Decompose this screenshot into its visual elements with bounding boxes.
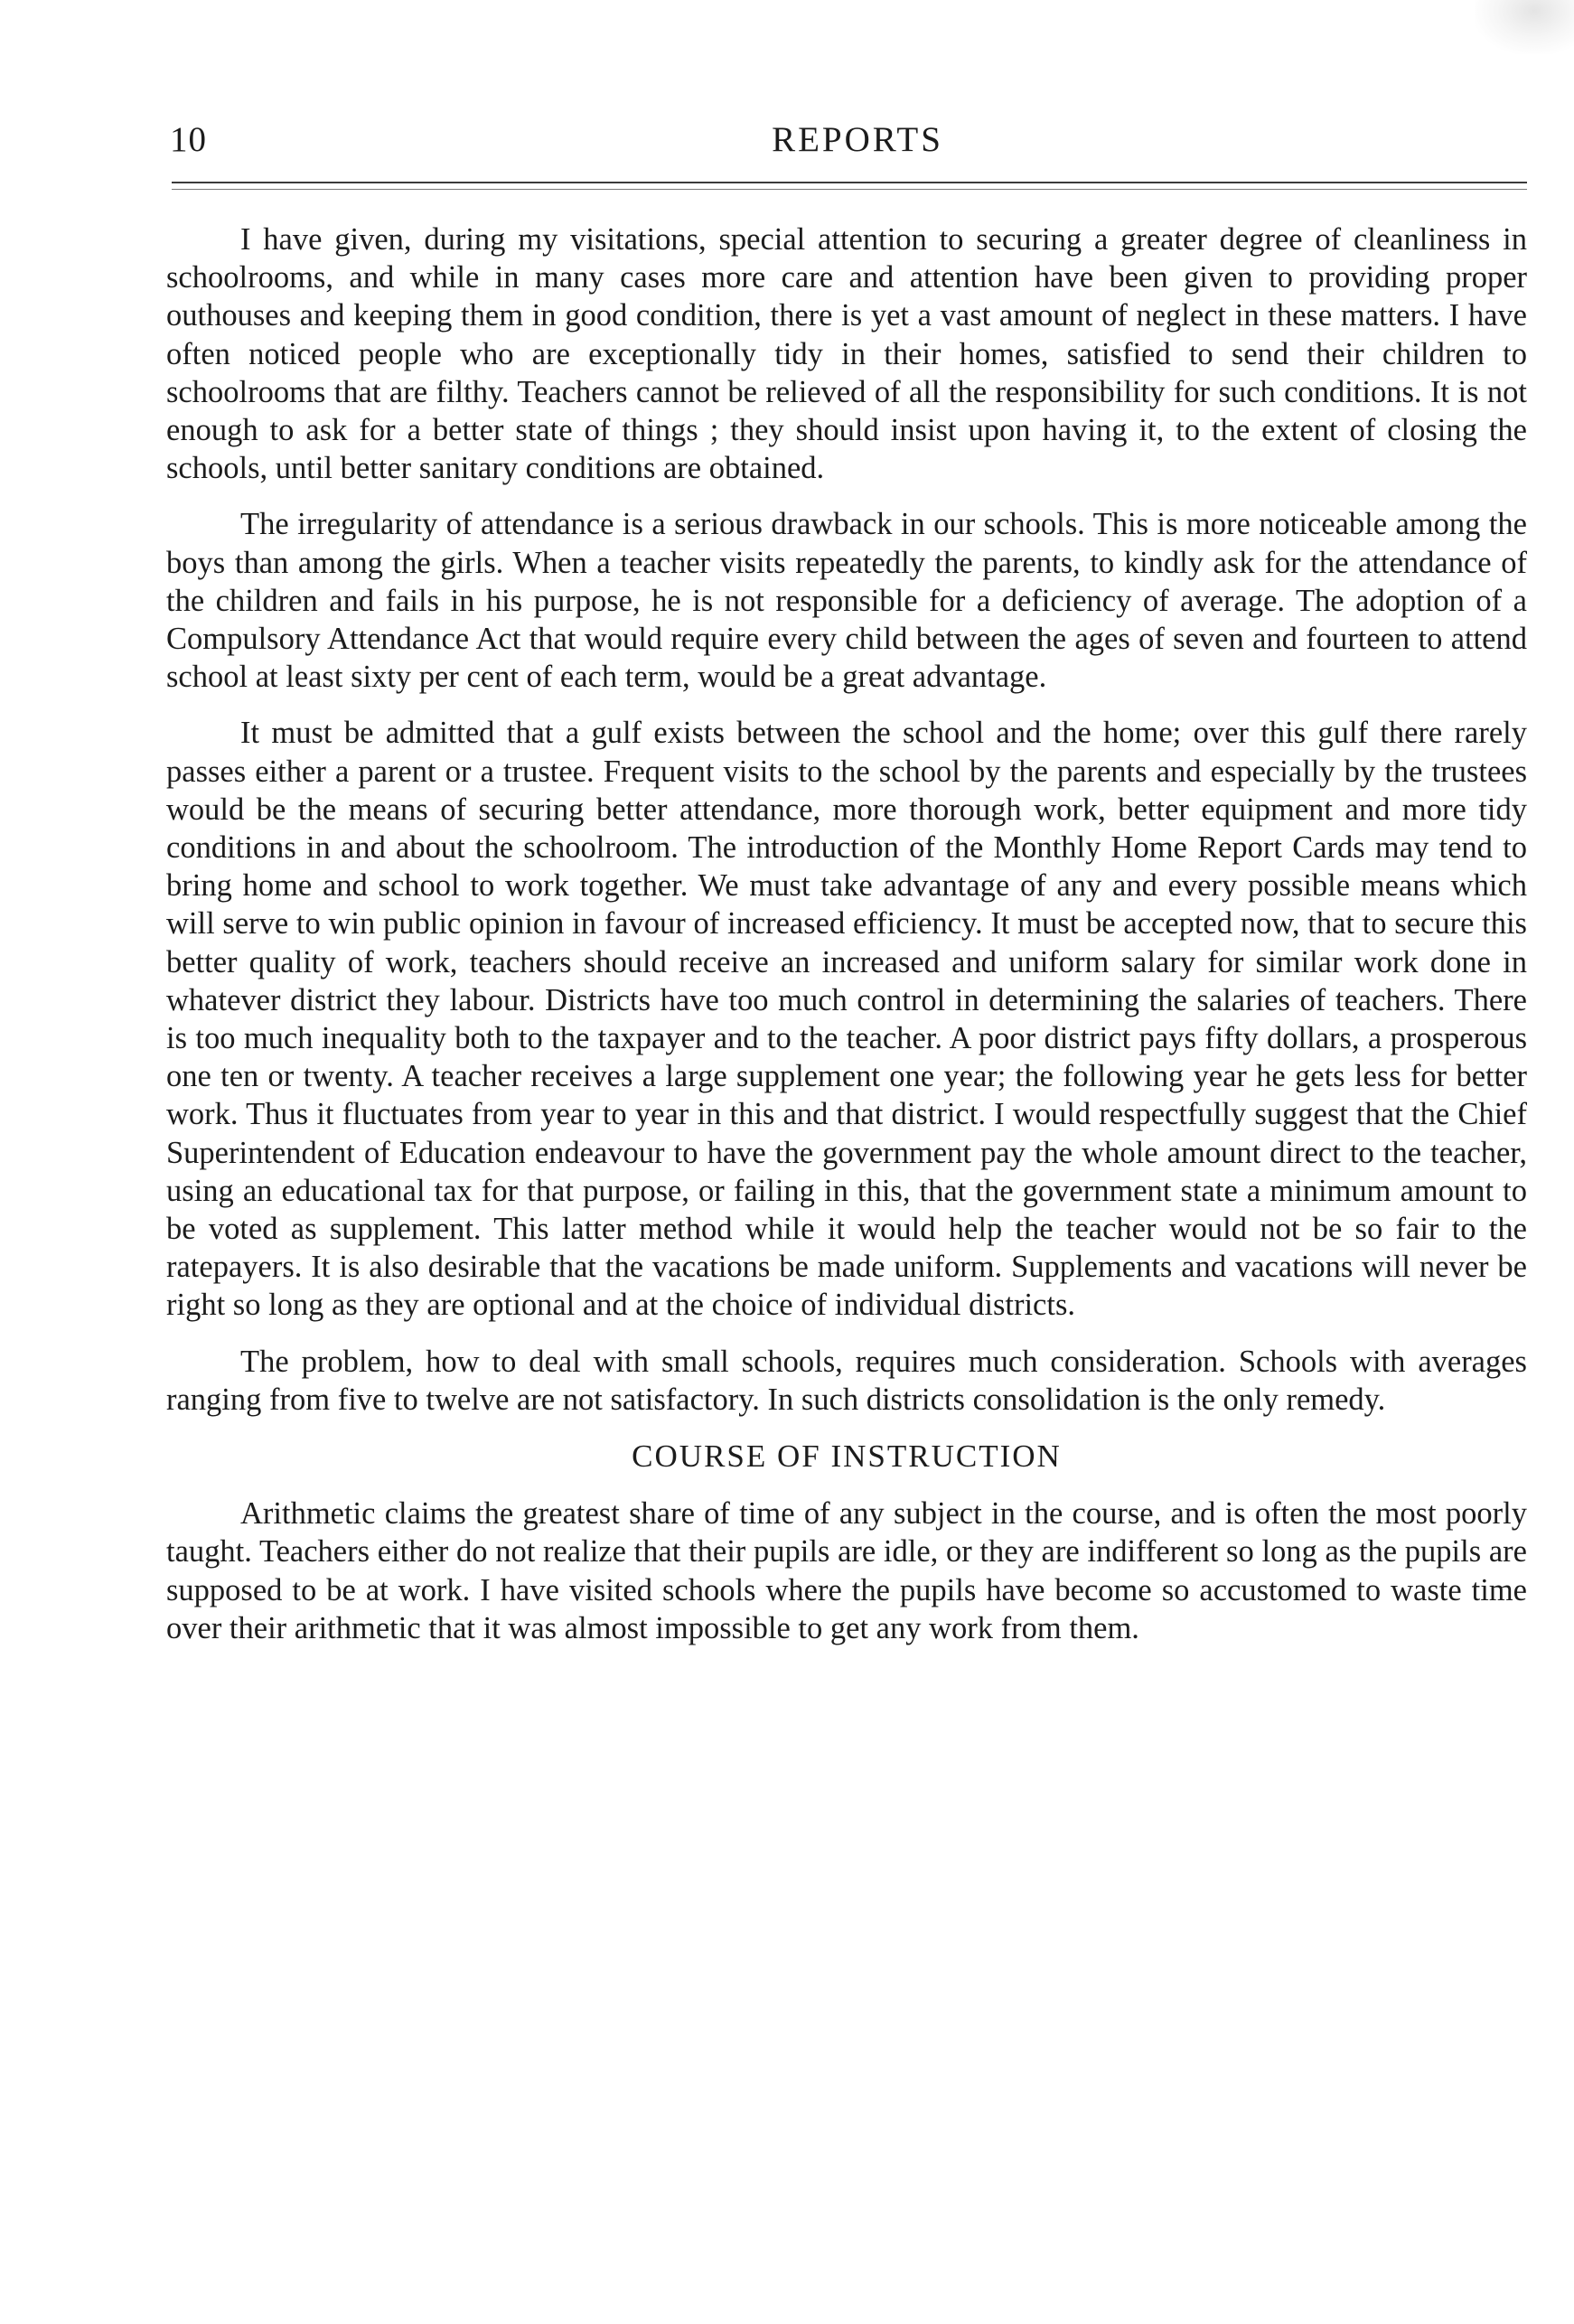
section-heading: COURSE OF INSTRUCTION <box>632 1438 1062 1475</box>
page-number: 10 <box>170 120 207 159</box>
running-title: REPORTS <box>772 120 943 159</box>
paragraph-cleanliness: I have given, during my visitations, special attention to securing a greater degree of cleanliness in schoolrooms, and while in many cases more care and attention have been given to providing proper outhouses and keeping them in good condition, there is yet a vast amount of neglect in these matters. I have often noticed people who are exceptionally tidy in their homes, satisfied to send their children to schoolrooms that are filthy. Teachers cannot be relieved of all the responsibility for such conditions. It is not enough to ask for a better state of things ; they should insist upon having it, to the extent of closing the schools, until better sanitary conditions are obtained. <box>166 222 1527 486</box>
paragraph-school-and-home: It must be admitted that a gulf exists between the school and the home; over this gulf there rarely passes either a parent or a trustee. Frequent visits to the school by the parents and especially by the trustees would be the means of securing better attendance, more thorough work, better equipment and more tidy conditions in and about the schoolroom. The introduction of the Monthly Home Report Cards may tend to bring home and school to work together. We must take advantage of any and every possible means which will serve to win public opinion in favour of increased efficiency. It must be accepted now, that to secure this better quality of work, teachers should receive an increased and uniform salary for similar work done in whatever district they labour. Districts have too much control in determining the salaries of teachers. There is too much inequality both to the taxpayer and to the teacher. A poor district pays fifty dollars, a prosperous one ten or twenty. A teacher receives a large supplement one year; the following year he gets less for better work. Thus it fluctuates from year to year in this and that district. I would respectfully suggest that the Chief Superintendent of Education endeavour to have the government pay the whole amount direct to the teacher, using an educational tax for that purpose, or failing in this, that the government state a minimum amount to be voted as supplement. This latter method while it would help the teacher would not be so fair to the ratepayers. It is also desirable that the vacations be made uniform. Supplements and vacations will never be right so long as they are optional and at the choice of individual districts. <box>166 716 1527 1323</box>
header-rule <box>172 182 1527 183</box>
header-rule-secondary <box>172 189 1527 190</box>
running-header <box>170 119 1527 166</box>
paper-blemish <box>1475 0 1574 54</box>
paragraph-small-schools: The problem, how to deal with small schools, requires much consideration. Schools with averages ranging from five to twelve are not satisfactory. In such districts consolidation is the only remedy. <box>166 1344 1527 1417</box>
body-text <box>166 220 1527 1665</box>
paragraph-arithmetic: Arithmetic claims the greatest share of time of any subject in the course, and is often the most poorly taught. Teachers either do not realize that their pupils are idle, or they are indifferent so long as the pupils are supposed to be at work. I have visited schools where the pupils have become so accustomed to waste time over their arithmetic that it was almost impossible to get any work from them. <box>166 1496 1527 1645</box>
paragraph-attendance: The irregularity of attendance is a serious drawback in our schools. This is more noticeable among the boys than among the girls. When a teacher visits repeatedly the parents, to kindly ask for the attendance of the children and fails in his purpose, he is not responsible for a deficiency of average. The adoption of a Compulsory Attendance Act that would require every child between the ages of seven and fourteen to attend school at least sixty per cent of each term, would be a great advantage. <box>166 507 1527 695</box>
